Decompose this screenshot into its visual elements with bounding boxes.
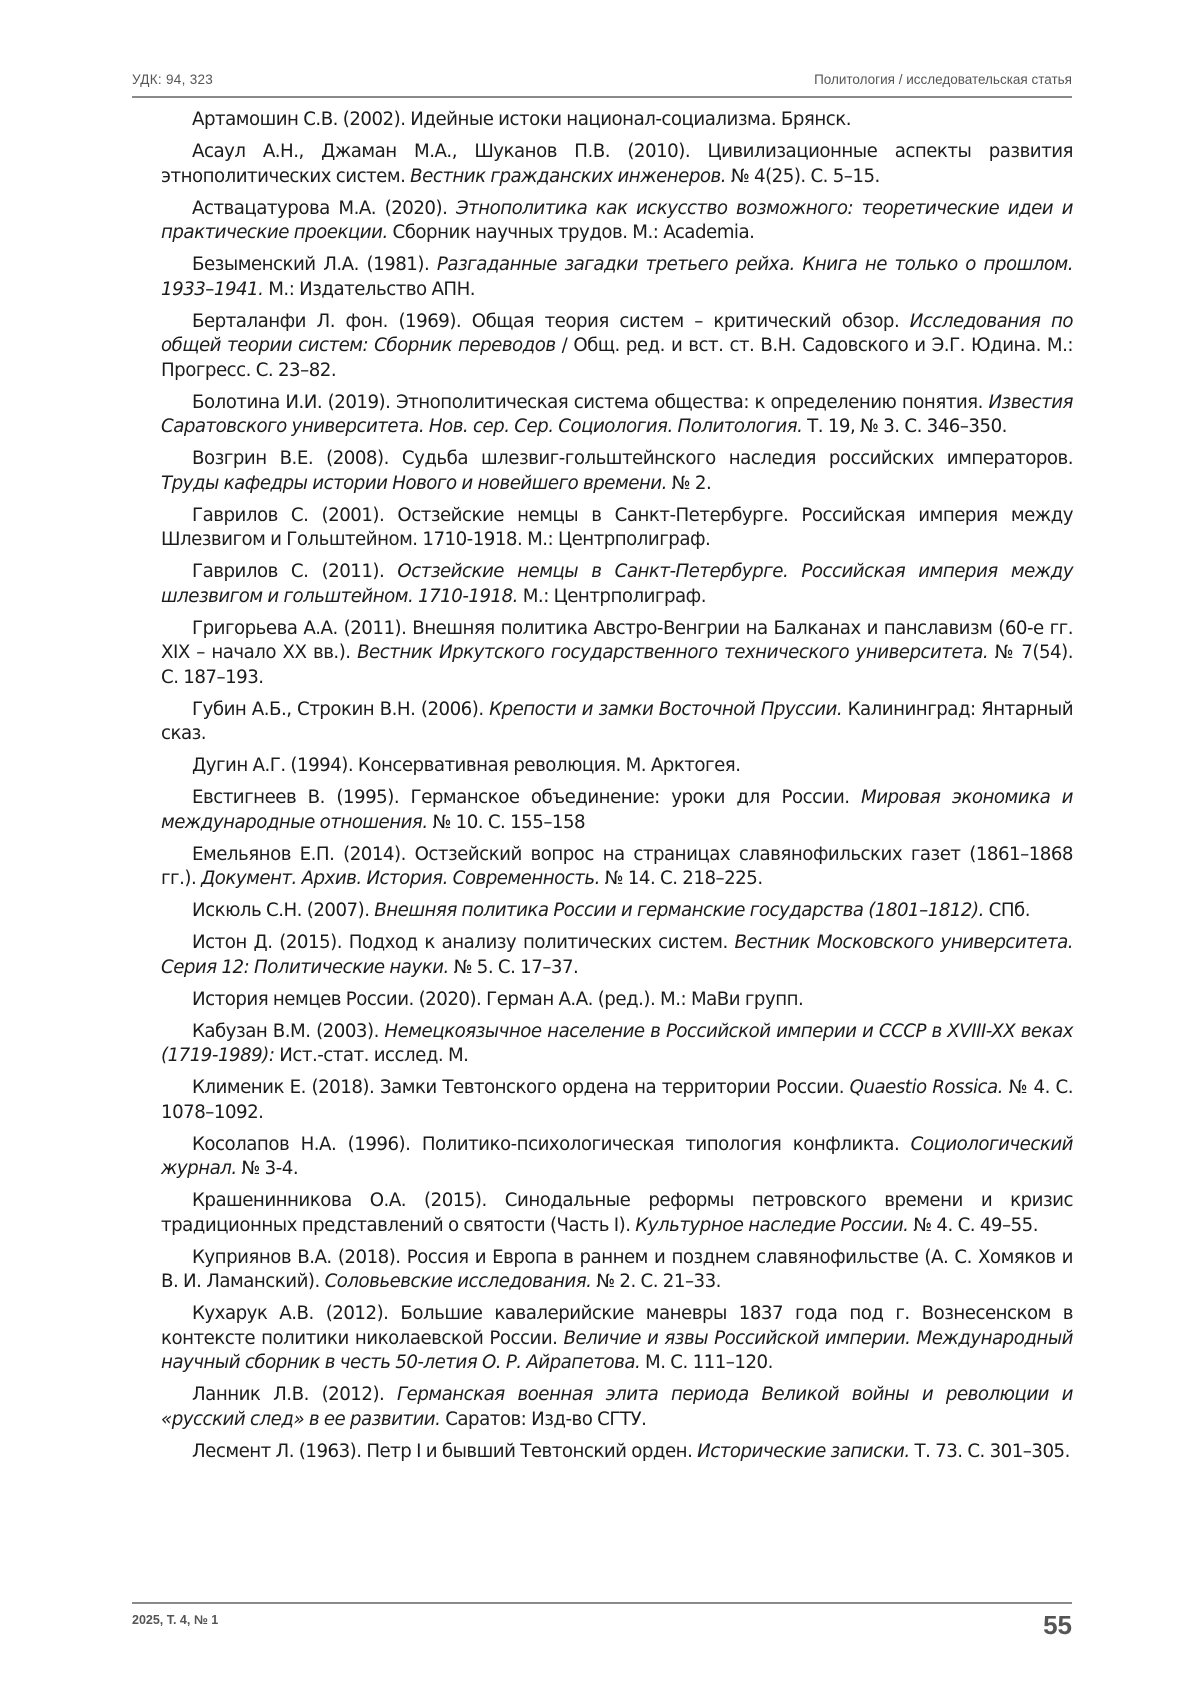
- reference-source-title: Культурное наследие России.: [635, 1215, 908, 1236]
- reference-text: № 4(25). С. 5–15.: [726, 166, 880, 187]
- reference-entry: [161, 108, 1073, 133]
- reference-text: Асаул А.Н., Джаман М.А., Шуканов П.В. (2010). Цивилизационные аспекты развития этнополитических систем.: [161, 141, 1073, 187]
- reference-entry: [161, 504, 1073, 553]
- reference-text: Т. 19, № 3. С. 346–350.: [802, 416, 1007, 437]
- reference-text: Истон Д. (2015). Подход к анализу политических систем.: [192, 932, 735, 953]
- reference-source-title: Германская военная элита периода Великой войны и революции и «русский след» в ее развитии.: [161, 1384, 1073, 1430]
- reference-text: Евстигнеев В. (1995). Германское объединение: уроки для России.: [192, 787, 861, 808]
- reference-entry: [161, 617, 1073, 691]
- reference-source-title: Известия Саратовского университета. Нов. сер. Сер. Социология. Политология.: [161, 392, 1073, 438]
- reference-entry: [161, 1383, 1073, 1432]
- reference-text: Гаврилов С. (2011).: [192, 561, 397, 582]
- reference-source-title: Quaestio Rossica.: [850, 1077, 1003, 1098]
- reference-text: № 4. С. 49–55.: [908, 1215, 1038, 1236]
- footer-divider: [132, 1602, 1072, 1604]
- reference-entry: [161, 988, 1073, 1013]
- reference-text: Аствацатурова М.А. (2020).: [192, 198, 456, 219]
- reference-text: Болотина И.И. (2019). Этнополитическая система общества: к определению понятия.: [192, 392, 988, 413]
- section-label: Политология / исследовательская статья: [814, 72, 1072, 87]
- reference-text: Т. 73. С. 301–305.: [910, 1441, 1070, 1462]
- reference-text: Искюль С.Н. (2007).: [192, 900, 374, 921]
- reference-text: Куприянов В.А. (2018). Россия и Европа в раннем и позднем славянофильстве (А. С. Хомяков и В. И. Ламанский).: [161, 1247, 1073, 1293]
- reference-text: № 2. С. 21–33.: [591, 1271, 721, 1292]
- reference-entry: [161, 140, 1073, 189]
- reference-entry: [161, 391, 1073, 440]
- reference-text: Дугин А.Г. (1994). Консервативная революция. М. Арктогея.: [192, 755, 741, 776]
- reference-entry: [161, 447, 1073, 496]
- reference-text: Ланник Л.В. (2012).: [192, 1384, 397, 1405]
- reference-entry: [161, 786, 1073, 835]
- reference-source-title: Этнополитика как искусство возможного: теорети­ческие идеи и практические проекции.: [161, 198, 1073, 244]
- reference-text: М. С. 111–120.: [640, 1352, 773, 1373]
- reference-entry: [161, 1302, 1073, 1376]
- reference-text: № 3-4.: [237, 1158, 298, 1179]
- reference-text: Емельянов Е.П. (2014). Остзейский вопрос на страницах славянофильских газет (1861–1868 гг.).: [161, 844, 1073, 890]
- reference-text: Кабузан В.М. (2003).: [192, 1021, 384, 1042]
- reference-text: Кухарук А.В. (2012). Большие кавалерийские маневры 1837 года под г. Вознесенском в контексте политики николаевской России.: [161, 1303, 1073, 1349]
- reference-entry: [161, 931, 1073, 980]
- reference-text: Лесмент Л. (1963). Петр I и бывший Тевтонский орден.: [192, 1441, 697, 1462]
- reference-entry: [161, 899, 1073, 924]
- issue-info: 2025, Т. 4, № 1: [132, 1613, 218, 1627]
- reference-entry: [161, 1246, 1073, 1295]
- reference-source-title: Немецкоязычное население в Российской империи и СССР в XVIII-XX веках (1719-1989):: [161, 1021, 1073, 1067]
- reference-entry: [161, 754, 1073, 779]
- reference-text: Крашенинникова О.А. (2015). Синодальные реформы петровского времени и кризис традиционных представлений о святости (Часть I).: [161, 1190, 1073, 1236]
- reference-entry: [161, 253, 1073, 302]
- reference-text: Косолапов Н.А. (1996). Политико-психологическая типология конфликта.: [192, 1134, 911, 1155]
- reference-text: История немцев России. (2020). Герман А.А. (ред.). М.: МаВи групп.: [192, 989, 803, 1010]
- page-header: [132, 70, 1072, 98]
- reference-entry: [161, 698, 1073, 747]
- reference-source-title: Крепости и замки Восточной Пруссии.: [489, 699, 842, 720]
- reference-text: Артамошин С.В. (2002). Идейные истоки национал-социализма. Брянск.: [192, 109, 851, 130]
- reference-text: М.: Издательство АПН.: [263, 279, 475, 300]
- reference-entry: [161, 1440, 1073, 1465]
- reference-source-title: Вестник гражданских инженеров.: [410, 166, 726, 187]
- reference-text: Ист.-стат. исслед. М.: [274, 1045, 468, 1066]
- reference-source-title: Исторические записки.: [697, 1441, 910, 1462]
- reference-entry: [161, 1133, 1073, 1182]
- reference-entry: [161, 1189, 1073, 1238]
- reference-text: Гаврилов С. (2001). Остзейские немцы в Санкт-Петербурге. Российская империя меж­ду Шлезвигом и Гольштейном. 1710-1918. М.: Центрполиграф.: [161, 505, 1073, 551]
- reference-source-title: Вестник Иркутского государственного технического уни­верситета.: [357, 642, 988, 663]
- reference-text: Саратов: Изд-во СГТУ.: [440, 1409, 646, 1430]
- reference-list: [161, 108, 1073, 1472]
- reference-source-title: Труды кафедры истории Нового и новейшего времени.: [161, 473, 667, 494]
- reference-text: № 7(54). С. 187–193.: [161, 642, 1073, 688]
- reference-source-title: Социологи­ческий журнал.: [161, 1134, 1073, 1180]
- reference-text: М.: Центрполиграф.: [518, 586, 706, 607]
- reference-source-title: Соловьевские исследования.: [325, 1271, 592, 1292]
- reference-entry: [161, 197, 1073, 246]
- reference-source-title: Мировая экономика и международные отношения.: [161, 787, 1073, 833]
- page-number: 55: [1043, 1610, 1072, 1641]
- reference-text: Григорьева А.А. (2011). Внешняя политика Австро-Венгрии на Балканах и панславизм (60-е гг. XIX – начало XX вв.).: [161, 618, 1073, 664]
- reference-text: Клименик Е. (2018). Замки Тевтонского ордена на территории России.: [192, 1077, 850, 1098]
- reference-text: / Общ. ред. и вст. ст. В.Н. Садовского и Э.Г. Юдина. М.: Прогресс. С. 23–82.: [161, 335, 1073, 381]
- reference-entry: [161, 843, 1073, 892]
- reference-text: Безыменский Л.А. (1981).: [192, 254, 437, 275]
- reference-source-title: Вестник Московского универ­ситета. Серия 12: Политические науки.: [161, 932, 1073, 978]
- reference-source-title: Разгаданные загадки третьего рейха. Книга не только о прошлом. 1933–1941.: [161, 254, 1073, 300]
- reference-text: Берталанфи Л. фон. (1969). Общая теория систем – критический обзор.: [192, 311, 910, 332]
- reference-entry: [161, 560, 1073, 609]
- reference-text: № 14. С. 218–225.: [600, 868, 763, 889]
- reference-text: СПб.: [984, 900, 1030, 921]
- reference-source-title: Документ. Архив. История. Современность.: [201, 868, 600, 889]
- reference-text: № 4. С. 1078–1092.: [161, 1077, 1073, 1123]
- reference-text: Сборник научных трудов. М.: Academia.: [388, 222, 755, 243]
- reference-text: Губин А.Б., Строкин В.Н. (2006).: [192, 699, 489, 720]
- reference-source-title: Исследова­ния по общей теории систем: Сборник переводов: [161, 311, 1073, 357]
- reference-entry: [161, 310, 1073, 384]
- reference-entry: [161, 1020, 1073, 1069]
- reference-text: № 2.: [667, 473, 711, 494]
- reference-text: № 5. С. 17–37.: [449, 957, 579, 978]
- reference-entry: [161, 1076, 1073, 1125]
- udc-code: УДК: 94, 323: [132, 72, 213, 87]
- reference-text: № 10. С. 155–158: [428, 812, 585, 833]
- reference-source-title: Остзейские немцы в Санкт-Петербурге. Российская империя меж­ду шлезвигом и гольштейном. 1710-1918.: [161, 561, 1073, 607]
- reference-source-title: Величие и язвы Российской империи. Между­народный научный сборник в честь 50-летия О. Р. Айрапетова.: [161, 1328, 1073, 1374]
- reference-text: Калининград: Янтарный сказ.: [161, 699, 1073, 745]
- reference-source-title: Внешняя политика России и германские государства (1801–1812).: [374, 900, 984, 921]
- reference-text: Возгрин В.Е. (2008). Судьба шлезвиг-гольштейнского наследия российских императо­ров.: [192, 448, 1073, 469]
